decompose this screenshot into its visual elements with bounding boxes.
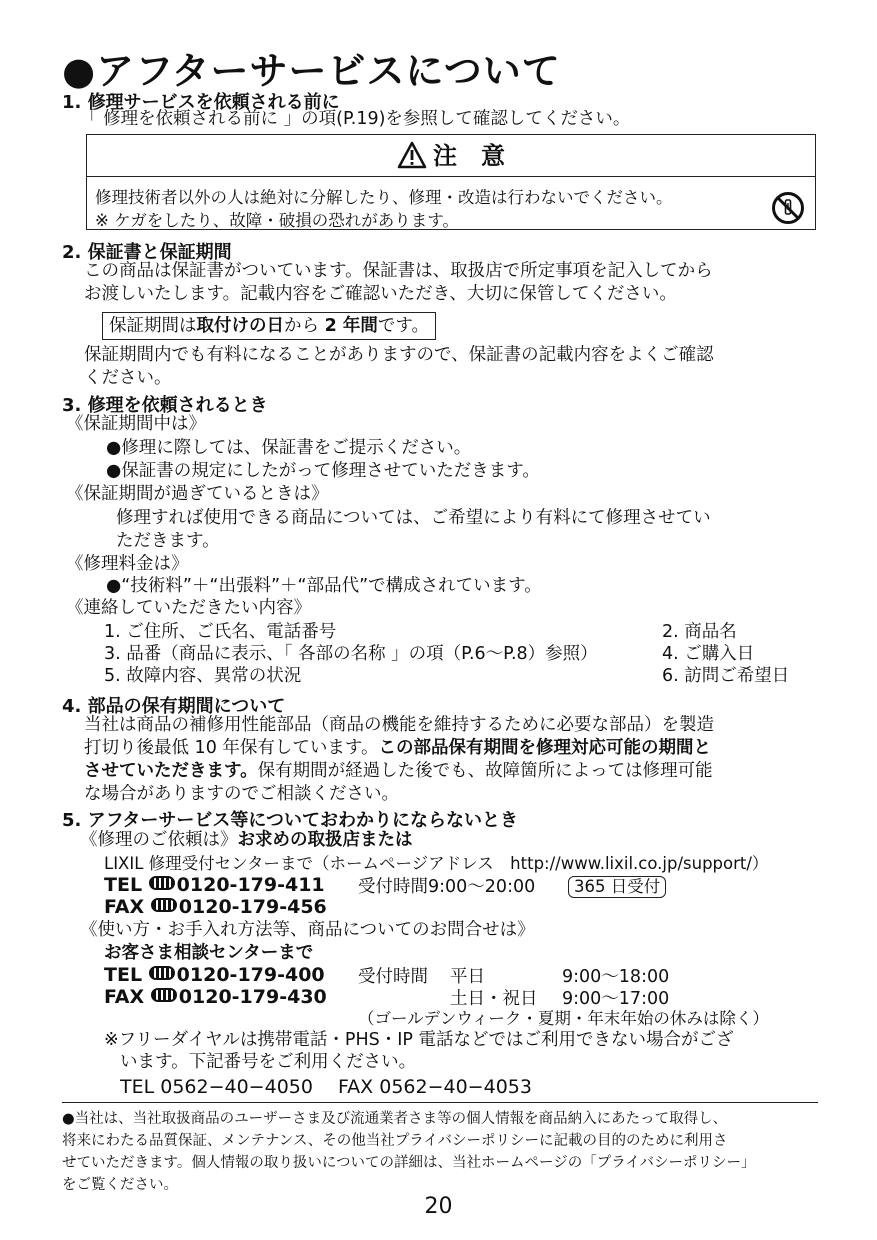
freedial-icon — [151, 898, 177, 912]
warranty-text-e: です。 — [377, 316, 429, 336]
contact-info-label: 《連絡していただきたい内容》 — [66, 598, 311, 618]
section-4-line-3b: 保有期間が経過した後でも、故障箇所によっては修理可能 — [257, 761, 713, 781]
section-4-line-3a: させていただきます。 — [84, 761, 258, 781]
section-2-line-2: お渡しいたします。記載内容をご確認いただき、大切に保管してください。 — [84, 284, 677, 304]
section-4-heading: 4. 部品の保有期間について — [62, 696, 286, 717]
caution-line-2: ※ ケガをしたり、故障・破損の恐れがあります。 — [95, 211, 459, 230]
repair-request-text: お求めの取扱店または — [237, 830, 413, 850]
consult-center: お客さま相談センターまで — [104, 943, 314, 963]
privacy-line-2: 将来にわたる品質保証、メンテナンス、その他当社プライバシーポリシーに記載の目的のために利用さ — [62, 1133, 728, 1149]
repair-tel-row — [104, 874, 325, 896]
warranty-period-box — [102, 312, 436, 340]
contact-item-3: 3. 品番（商品に表示、「 各部の名称 」の項（P.6〜P.8）参照） — [104, 644, 598, 664]
consult-hours-label: 受付時間 — [358, 967, 428, 987]
repair-tel-label: TEL — [104, 874, 149, 896]
warranty-start: 取付けの日 — [196, 316, 284, 336]
section-3-heading: 3. 修理を依頼されるとき — [62, 395, 268, 416]
weekday-label: 平日 — [450, 967, 485, 987]
warranty-text-a: 保証期間は — [109, 316, 197, 336]
contact-item-5: 5. 故障内容、異常の状況 — [104, 666, 302, 686]
repair-fee-label: 《修理料金は》 — [66, 554, 189, 574]
privacy-line-4: をご覧ください。 — [62, 1177, 178, 1193]
page-number: 20 — [424, 1194, 453, 1219]
repair-tel-number: 0120-179-411 — [176, 874, 325, 896]
section-2-heading: 2. 保証書と保証期間 — [62, 242, 232, 263]
caution-box — [86, 134, 816, 230]
no-disassembly-icon — [771, 191, 805, 225]
repair-fax-label: FAX — [104, 896, 151, 918]
freedial-note-line-1: ※フリーダイヤルは携帯電話・PHS・IP 電話などではご利用できない場合がござ — [104, 1030, 734, 1050]
after-period-line-1: 修理すれば使用できる商品については、ご希望により有料にて修理させてい — [116, 508, 711, 528]
section-2-line-3: 保証期間内でも有料になることがありますので、保証書の記載内容をよくご確認 — [84, 345, 714, 365]
warranty-text-c: から — [284, 316, 325, 336]
consult-fax-row — [104, 986, 327, 1008]
after-period-label: 《保証期間が過ぎているときは》 — [66, 484, 329, 504]
section-4-line-3 — [84, 760, 713, 783]
warranty-length: 2 年間 — [324, 316, 378, 336]
repair-center: LIXIL 修理受付センターまで（ホームページアドレス http://www.lixil.co.jp/support/） — [104, 854, 769, 873]
repair-hours: 受付時間9:00〜20:00 — [358, 877, 536, 897]
warning-triangle-icon — [397, 141, 427, 169]
section-2-line-4: ください。 — [84, 368, 172, 388]
caution-header — [87, 135, 815, 177]
alternate-numbers: TEL 0562−40−4050 FAX 0562−40−4053 — [120, 1076, 532, 1098]
repair-fax-number: 0120-179-456 — [178, 896, 327, 918]
section-4-line-2 — [84, 737, 711, 760]
in-period-item-2: ●保証書の規定にしたがって修理させていただきます。 — [106, 461, 540, 481]
caution-title: 注 意 — [433, 142, 505, 170]
page-title: ●アフターサービスについて — [62, 49, 561, 93]
contact-item-6: 6. 訪問ご希望日 — [662, 666, 790, 686]
privacy-line-3: せていただきます。個人情報の取り扱いについての詳細は、当社ホームページの「プライバシーポリシー」 — [62, 1155, 756, 1171]
section-4-line-4: な場合がありますのでご相談ください。 — [84, 784, 399, 804]
repair-fax-row — [104, 896, 327, 918]
365-day-badge-text: 365 日受付 — [568, 876, 666, 898]
holiday-hours: 9:00〜17:00 — [562, 989, 670, 1009]
section-4-line-2b: この部品保有期間を修理対応可能の期間と — [378, 738, 711, 758]
section-1-heading: 1. 修理サービスを依頼される前に — [62, 92, 340, 113]
contact-item-1: 1. ご住所、ご氏名、電話番号 — [104, 622, 337, 642]
caution-line-1: 修理技術者以外の人は絶対に分解したり、修理・改造は行わないでください。 — [95, 188, 673, 207]
in-period-label: 《保証期間中は》 — [66, 414, 206, 434]
repair-request — [80, 829, 413, 852]
section-5-heading: 5. アフターサービス等についておわかりにならないとき — [62, 810, 519, 831]
section-4-line-1: 当社は商品の補修用性能部品（商品の機能を維持するために必要な部品）を製造 — [84, 715, 714, 735]
consult-fax-number: 0120-179-430 — [178, 986, 327, 1008]
privacy-line-1: ●当社は、当社取扱商品のユーザーさま及び流通業者さま等の個人情報を商品納入にあたって取得し、 — [62, 1111, 728, 1127]
consult-tel-label: TEL — [104, 964, 149, 986]
contact-item-4: 4. ご購入日 — [662, 644, 755, 664]
freedial-icon — [149, 876, 175, 890]
repair-request-label: 《修理のご依頼は》 — [80, 830, 238, 850]
after-period-line-2: ただきます。 — [116, 531, 220, 551]
divider — [62, 1102, 818, 1103]
freedial-note-line-2: います。下記番号をご利用ください。 — [120, 1052, 417, 1072]
closed-days-note: （ゴールデンウィーク・夏期・年末年始の休みは除く） — [358, 1009, 769, 1028]
consult-tel-number: 0120-179-400 — [176, 964, 325, 986]
consult-tel-row — [104, 964, 325, 986]
section-1-text: 「 修理を依頼される前に 」の項(P.19)を参照して確認してください。 — [80, 109, 631, 129]
freedial-icon — [149, 966, 175, 980]
section-2-line-1: この商品は保証書がついています。保証書は、取扱店で所定事項を記入してから — [84, 261, 713, 281]
in-period-item-1: ●修理に際しては、保証書をご提示ください。 — [106, 438, 472, 458]
repair-fee-item: ●“技術料”＋“出張料”＋“部品代”で構成されています。 — [106, 576, 542, 596]
holiday-label: 土日・祝日 — [450, 989, 538, 1009]
freedial-icon — [151, 988, 177, 1002]
365-day-badge — [568, 876, 666, 898]
consult-fax-label: FAX — [104, 986, 151, 1008]
usage-inquiry-label: 《使い方・お手入れ方法等、商品についてのお問合せは》 — [80, 920, 535, 940]
section-4-line-2a: 打切り後最低 10 年保有しています。 — [84, 738, 379, 758]
contact-item-2: 2. 商品名 — [662, 622, 737, 642]
weekday-hours: 9:00〜18:00 — [562, 967, 670, 987]
